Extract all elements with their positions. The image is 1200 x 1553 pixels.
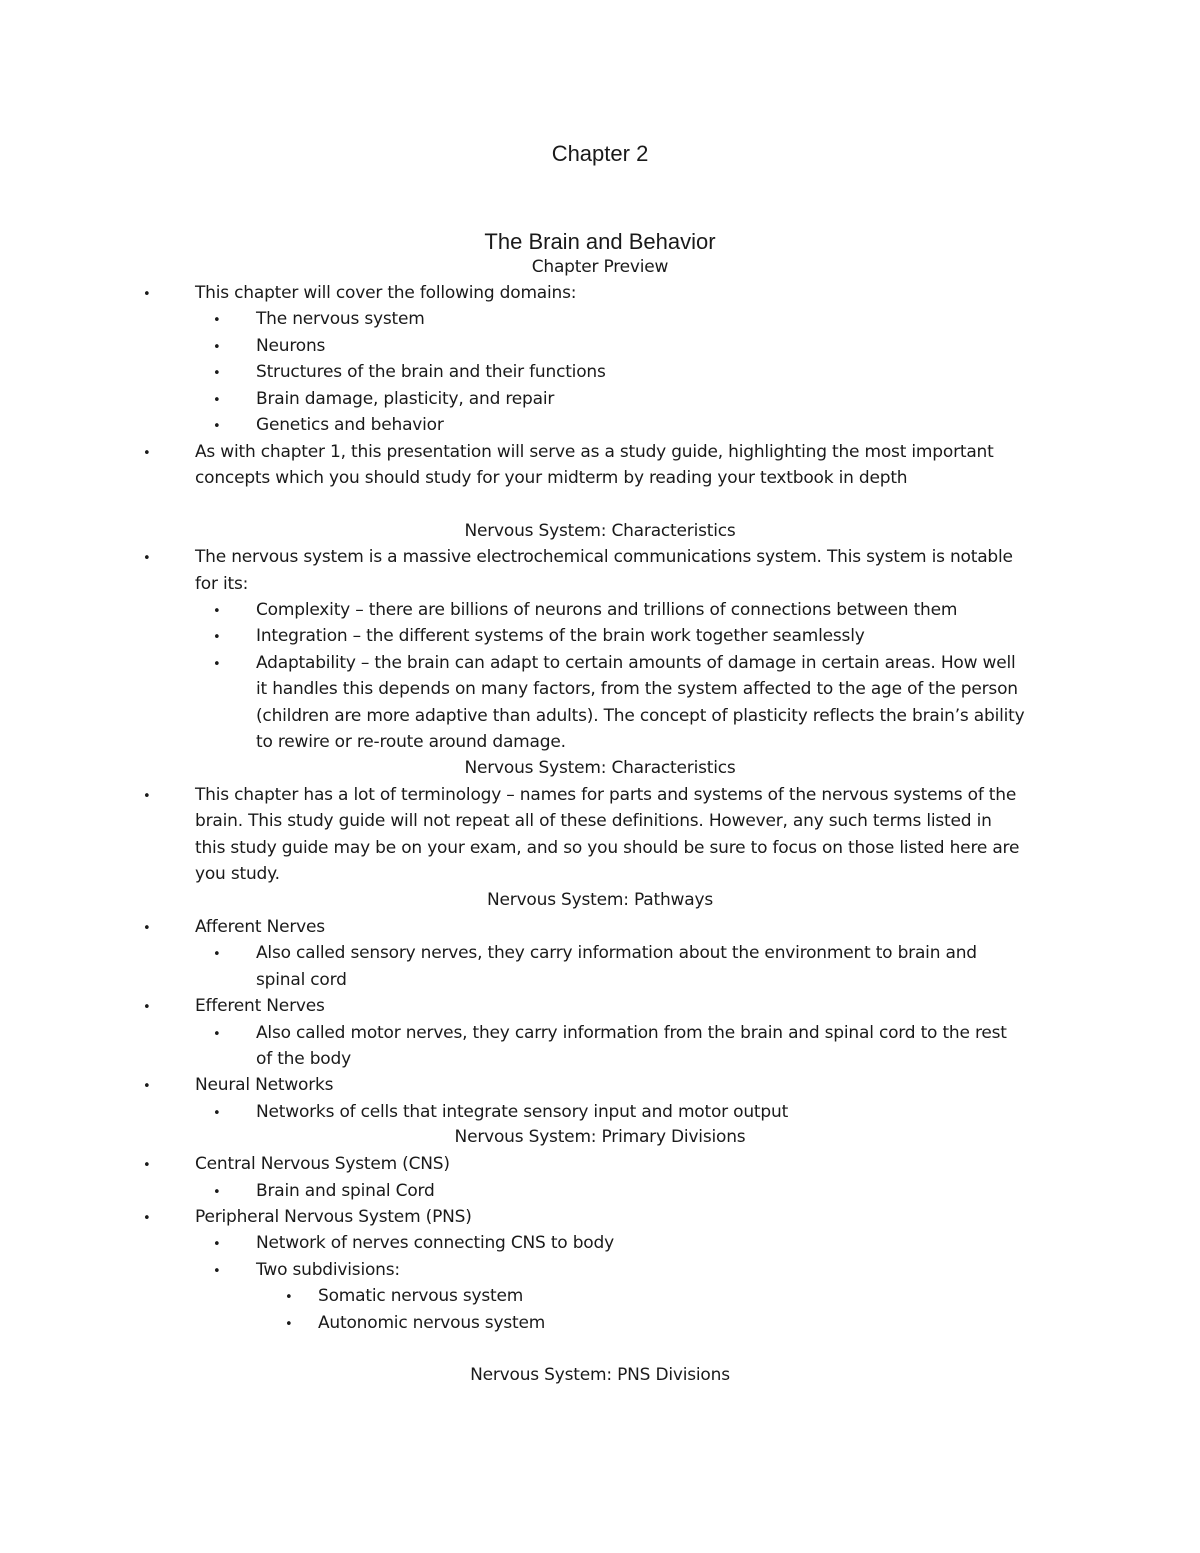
- bullet-icon: •: [143, 1211, 151, 1226]
- bullet-icon: •: [143, 1158, 151, 1173]
- list-item-continuation: for its:: [195, 574, 249, 594]
- list-item: Efferent Nerves: [195, 996, 325, 1016]
- list-item: This chapter has a lot of terminology – names for parts and systems of the nervous systems of the: [195, 785, 1017, 805]
- list-item: Structures of the brain and their functions: [256, 362, 606, 382]
- section-heading-characteristics-2: Nervous System: Characteristics: [464, 758, 736, 778]
- bullet-icon: •: [143, 446, 151, 461]
- section-heading-divisions: Nervous System: Primary Divisions: [454, 1127, 746, 1147]
- list-item-continuation: (children are more adaptive than adults). The concept of plasticity reflects the brain’s ability: [256, 706, 1025, 726]
- bullet-icon: •: [213, 1027, 221, 1042]
- list-item: Neural Networks: [195, 1075, 334, 1095]
- bullet-icon: •: [213, 1185, 221, 1200]
- list-item-continuation: spinal cord: [256, 970, 347, 990]
- list-item: Adaptability – the brain can adapt to certain amounts of damage in certain areas. How well: [256, 653, 1016, 673]
- section-heading-pns-divisions: Nervous System: PNS Divisions: [470, 1365, 730, 1385]
- bullet-icon: •: [213, 604, 221, 619]
- list-item: Also called motor nerves, they carry information from the brain and spinal cord to the rest: [256, 1023, 1007, 1043]
- list-item: Two subdivisions:: [256, 1260, 400, 1280]
- section-heading-pathways: Nervous System: Pathways: [487, 890, 713, 910]
- list-item-continuation: of the body: [256, 1049, 351, 1069]
- bullet-icon: •: [213, 1237, 221, 1252]
- list-item: As with chapter 1, this presentation will serve as a study guide, highlighting the most important: [195, 442, 994, 462]
- section-heading-characteristics: Nervous System: Characteristics: [464, 521, 736, 541]
- list-item: Complexity – there are billions of neurons and trillions of connections between them: [256, 600, 958, 620]
- bullet-icon: •: [213, 340, 221, 355]
- bullet-icon: •: [213, 419, 221, 434]
- list-item: Brain and spinal Cord: [256, 1181, 435, 1201]
- list-item-continuation: brain. This study guide will not repeat all of these definitions. However, any such terms listed in: [195, 811, 992, 831]
- bullet-icon: •: [213, 1106, 221, 1121]
- bullet-icon: •: [143, 921, 151, 936]
- bullet-icon: •: [143, 287, 151, 302]
- list-item: Somatic nervous system: [318, 1286, 524, 1306]
- list-item-continuation: concepts which you should study for your midterm by reading your textbook in depth: [195, 468, 908, 488]
- bullet-icon: •: [285, 1317, 293, 1332]
- list-item: Neurons: [256, 336, 326, 356]
- list-item-continuation: it handles this depends on many factors, from the system affected to the age of the person: [256, 679, 1018, 699]
- bullet-icon: •: [213, 313, 221, 328]
- bullet-icon: •: [213, 1264, 221, 1279]
- list-item-continuation: this study guide may be on your exam, and so you should be sure to focus on those listed here are: [195, 838, 1020, 858]
- bullet-icon: •: [213, 947, 221, 962]
- list-item: Networks of cells that integrate sensory input and motor output: [256, 1102, 789, 1122]
- list-item-continuation: you study.: [195, 864, 280, 884]
- list-item: This chapter will cover the following domains:: [195, 283, 577, 303]
- chapter-label: Chapter 2: [551, 141, 649, 166]
- document-title: The Brain and Behavior: [484, 229, 716, 254]
- bullet-icon: •: [213, 366, 221, 381]
- bullet-icon: •: [213, 393, 221, 408]
- list-item: Integration – the different systems of the brain work together seamlessly: [256, 626, 865, 646]
- bullet-icon: •: [213, 657, 221, 672]
- list-item: Also called sensory nerves, they carry information about the environment to brain and: [256, 943, 977, 963]
- bullet-icon: •: [285, 1290, 293, 1305]
- list-item: Peripheral Nervous System (PNS): [195, 1207, 472, 1227]
- bullet-icon: •: [143, 789, 151, 804]
- list-item: Network of nerves connecting CNS to body: [256, 1233, 614, 1253]
- bullet-icon: •: [143, 1000, 151, 1015]
- bullet-icon: •: [213, 630, 221, 645]
- list-item: The nervous system is a massive electrochemical communications system. This system is notable: [195, 547, 1013, 567]
- list-item: Brain damage, plasticity, and repair: [256, 389, 555, 409]
- bullet-icon: •: [143, 1079, 151, 1094]
- list-item: Afferent Nerves: [195, 917, 325, 937]
- list-item: Genetics and behavior: [256, 415, 444, 435]
- list-item: Autonomic nervous system: [318, 1313, 546, 1333]
- section-heading-preview: Chapter Preview: [531, 257, 669, 277]
- list-item-continuation: to rewire or re-route around damage.: [256, 732, 566, 752]
- list-item: The nervous system: [256, 309, 425, 329]
- bullet-icon: •: [143, 551, 151, 566]
- list-item: Central Nervous System (CNS): [195, 1154, 450, 1174]
